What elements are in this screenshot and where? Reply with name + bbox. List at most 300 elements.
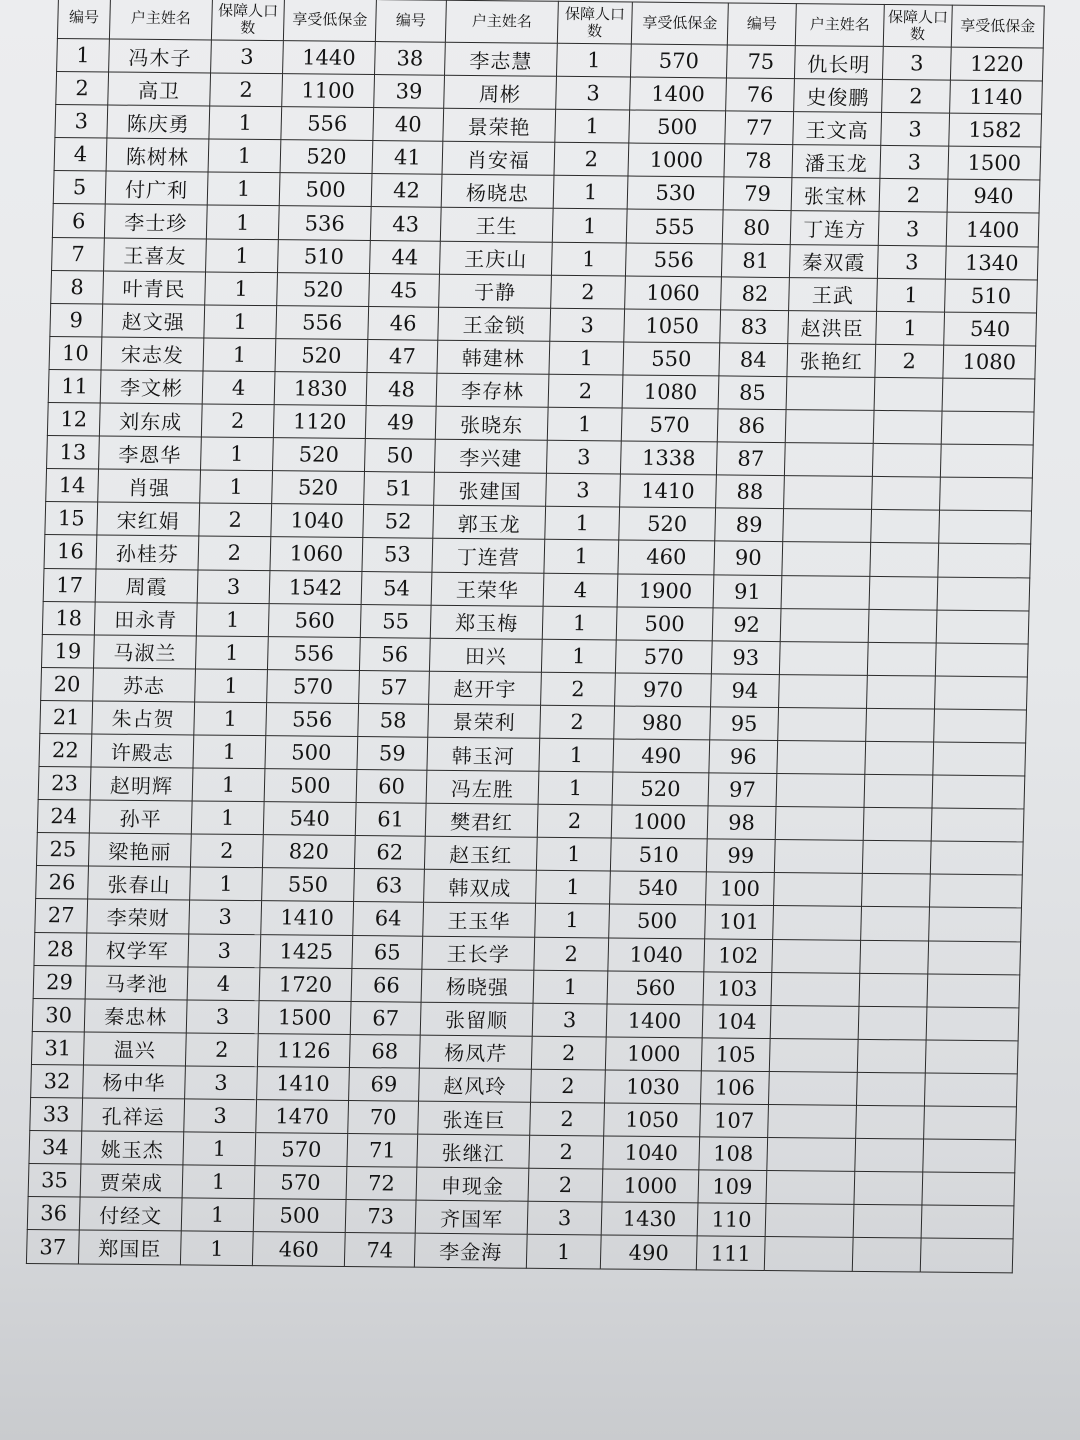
covered-persons-cell: 2 bbox=[201, 404, 274, 438]
covered-persons-cell: 1 bbox=[200, 470, 273, 504]
allowance-amount-cell: 570 bbox=[630, 44, 727, 78]
household-head-name-cell bbox=[774, 873, 863, 907]
allowance-amount-cell: 1900 bbox=[617, 573, 714, 607]
covered-persons-cell: 2 bbox=[185, 1033, 258, 1067]
household-head-name-cell: 陈庆勇 bbox=[107, 105, 210, 139]
serial-number-cell: 64 bbox=[353, 902, 424, 936]
serial-number-cell: 68 bbox=[349, 1034, 420, 1068]
serial-number-cell: 20 bbox=[41, 667, 94, 701]
allowance-amount-cell: 540 bbox=[944, 312, 1037, 346]
allowance-amount-cell: 570 bbox=[254, 1166, 347, 1200]
household-head-name-cell bbox=[784, 443, 873, 477]
allowance-amount-cell: 460 bbox=[252, 1232, 345, 1267]
allowance-amount-cell: 570 bbox=[621, 408, 718, 442]
serial-number-cell: 23 bbox=[38, 767, 91, 801]
allowance-amount-cell: 970 bbox=[615, 673, 712, 707]
header-covered-persons-2: 保障人口数 bbox=[557, 1, 632, 44]
household-head-name-cell: 张宝林 bbox=[791, 178, 880, 212]
header-serial-number-1: 编号 bbox=[57, 0, 110, 39]
covered-persons-cell bbox=[857, 1039, 926, 1073]
household-head-name-cell bbox=[765, 1204, 854, 1238]
allowance-amount-cell bbox=[935, 643, 1028, 677]
allowance-amount-cell: 1000 bbox=[602, 1169, 699, 1203]
serial-number-cell: 105 bbox=[701, 1038, 770, 1072]
serial-number-cell: 13 bbox=[47, 436, 100, 470]
serial-number-cell: 77 bbox=[725, 111, 794, 145]
household-head-name-cell: 郑国臣 bbox=[78, 1230, 181, 1265]
allowance-amount-cell bbox=[932, 775, 1025, 809]
household-head-name-cell: 张建国 bbox=[434, 472, 547, 506]
household-head-name-cell: 丁连方 bbox=[790, 211, 879, 245]
header-covered-persons-1: 保障人口数 bbox=[211, 0, 284, 41]
allowance-amount-cell: 1040 bbox=[271, 504, 364, 538]
allowance-amount-cell: 556 bbox=[266, 703, 359, 737]
covered-persons-cell: 1 bbox=[556, 43, 631, 77]
covered-persons-cell: 2 bbox=[199, 503, 272, 537]
serial-number-cell: 17 bbox=[43, 568, 96, 602]
covered-persons-cell: 3 bbox=[882, 46, 951, 80]
household-head-name-cell: 宋志发 bbox=[101, 337, 204, 371]
allowance-amount-cell: 980 bbox=[614, 706, 711, 740]
household-head-name-cell: 权学军 bbox=[86, 932, 189, 966]
covered-persons-cell bbox=[854, 1172, 923, 1206]
household-head-name-cell bbox=[784, 476, 873, 510]
serial-number-cell: 53 bbox=[362, 538, 433, 572]
covered-persons-cell: 3 bbox=[546, 474, 621, 508]
serial-number-cell: 43 bbox=[370, 207, 441, 241]
allowance-amount-cell bbox=[921, 1205, 1014, 1239]
household-head-name-cell: 郭玉龙 bbox=[433, 506, 546, 540]
household-head-name-cell bbox=[767, 1138, 856, 1172]
covered-persons-cell: 3 bbox=[556, 76, 631, 110]
serial-number-cell: 46 bbox=[368, 306, 439, 340]
serial-number-cell: 106 bbox=[700, 1071, 769, 1105]
covered-persons-cell: 2 bbox=[531, 1069, 606, 1103]
serial-number-cell: 62 bbox=[354, 836, 425, 870]
serial-number-cell: 49 bbox=[365, 406, 436, 440]
serial-number-cell: 58 bbox=[358, 703, 429, 737]
household-head-name-cell: 王喜友 bbox=[104, 238, 207, 272]
allowance-amount-cell: 1080 bbox=[622, 375, 719, 409]
serial-number-cell: 39 bbox=[374, 75, 445, 109]
covered-persons-cell: 2 bbox=[534, 937, 609, 971]
household-head-name-cell bbox=[783, 509, 872, 543]
allowance-amount-cell: 1470 bbox=[256, 1100, 349, 1134]
allowance-amount-cell: 510 bbox=[610, 838, 707, 872]
allowance-amount-cell: 1140 bbox=[950, 80, 1043, 114]
household-head-name-cell: 李士珍 bbox=[104, 204, 207, 238]
household-head-name-cell bbox=[779, 674, 868, 708]
allowance-amount-cell: 550 bbox=[623, 342, 720, 376]
allowance-amount-cell: 556 bbox=[625, 243, 722, 277]
household-head-name-cell: 肖安福 bbox=[442, 142, 555, 176]
allowance-amount-cell: 500 bbox=[629, 110, 726, 144]
household-head-name-cell: 赵风玲 bbox=[419, 1068, 532, 1102]
serial-number-cell: 66 bbox=[351, 968, 422, 1002]
serial-number-cell: 96 bbox=[709, 740, 778, 774]
serial-number-cell: 40 bbox=[373, 108, 444, 142]
header-serial-number-3: 编号 bbox=[727, 3, 796, 46]
household-head-name-cell: 丁连营 bbox=[432, 539, 545, 573]
covered-persons-cell: 1 bbox=[201, 437, 274, 471]
covered-persons-cell: 1 bbox=[192, 768, 265, 802]
allowance-amount-cell: 490 bbox=[600, 1235, 697, 1270]
covered-persons-cell: 2 bbox=[529, 1135, 604, 1169]
serial-number-cell: 69 bbox=[349, 1067, 420, 1101]
header-household-head-name-1: 户主姓名 bbox=[109, 0, 212, 40]
serial-number-cell: 7 bbox=[52, 237, 105, 271]
serial-number-cell: 42 bbox=[371, 174, 442, 208]
household-head-name-cell: 孙平 bbox=[89, 800, 192, 834]
serial-number-cell: 76 bbox=[726, 78, 795, 112]
covered-persons-cell bbox=[865, 741, 934, 775]
covered-persons-cell: 3 bbox=[186, 1000, 259, 1034]
allowance-amount-cell: 570 bbox=[255, 1133, 348, 1167]
household-head-name-cell: 李文彬 bbox=[100, 370, 203, 404]
allowance-amount-cell: 520 bbox=[612, 772, 709, 806]
allowance-amount-cell: 520 bbox=[275, 339, 368, 373]
serial-number-cell: 107 bbox=[700, 1104, 769, 1138]
covered-persons-cell: 4 bbox=[202, 371, 275, 405]
household-head-name-cell bbox=[785, 410, 874, 444]
household-head-name-cell: 贾荣成 bbox=[80, 1164, 183, 1198]
household-head-name-cell: 李恩华 bbox=[99, 436, 202, 470]
allowance-amount-cell: 1425 bbox=[260, 934, 353, 968]
covered-persons-cell: 1 bbox=[549, 341, 624, 375]
serial-number-cell: 14 bbox=[46, 469, 99, 503]
covered-persons-cell bbox=[856, 1072, 925, 1106]
covered-persons-cell: 1 bbox=[193, 735, 266, 769]
allowance-amount-cell: 1040 bbox=[608, 938, 705, 972]
serial-number-cell: 45 bbox=[369, 273, 440, 307]
household-head-name-cell: 齐国军 bbox=[415, 1200, 528, 1234]
covered-persons-cell: 1 bbox=[877, 278, 946, 312]
allowance-amount-cell: 520 bbox=[619, 507, 716, 541]
covered-persons-cell: 1 bbox=[182, 1165, 255, 1199]
household-head-name-cell: 赵玉红 bbox=[424, 836, 537, 870]
covered-persons-cell: 3 bbox=[532, 1003, 607, 1037]
household-head-name-cell: 郑玉梅 bbox=[430, 605, 543, 639]
household-head-name-cell: 于静 bbox=[439, 274, 552, 308]
covered-persons-cell: 2 bbox=[548, 374, 623, 408]
serial-number-cell: 93 bbox=[711, 641, 780, 675]
serial-number-cell: 2 bbox=[56, 72, 109, 106]
serial-number-cell: 73 bbox=[345, 1200, 416, 1234]
serial-number-cell: 89 bbox=[715, 508, 784, 542]
covered-persons-cell: 1 bbox=[205, 272, 278, 306]
household-head-name-cell: 王文高 bbox=[793, 112, 882, 146]
household-head-name-cell: 李兴建 bbox=[434, 439, 547, 473]
covered-persons-cell: 1 bbox=[207, 172, 280, 206]
serial-number-cell: 65 bbox=[352, 935, 423, 969]
low-income-allowance-table bbox=[26, 0, 1045, 1273]
serial-number-cell: 110 bbox=[697, 1203, 766, 1237]
header-allowance-amount-1: 享受低保金 bbox=[283, 0, 376, 42]
serial-number-cell: 15 bbox=[45, 502, 98, 536]
allowance-amount-cell bbox=[931, 808, 1024, 842]
serial-number-cell: 24 bbox=[37, 800, 90, 834]
serial-number-cell: 82 bbox=[721, 277, 790, 311]
covered-persons-cell: 1 bbox=[195, 636, 268, 670]
allowance-amount-cell: 510 bbox=[945, 279, 1038, 313]
household-head-name-cell: 梁艳丽 bbox=[88, 833, 191, 867]
household-head-name-cell: 宋红娟 bbox=[97, 502, 200, 536]
allowance-amount-cell: 1400 bbox=[630, 77, 727, 111]
allowance-amount-cell: 1040 bbox=[603, 1136, 700, 1170]
household-head-name-cell: 史俊鹏 bbox=[794, 79, 883, 113]
household-head-name-cell: 苏志 bbox=[93, 668, 196, 702]
serial-number-cell: 97 bbox=[708, 773, 777, 807]
covered-persons-cell: 2 bbox=[551, 275, 626, 309]
serial-number-cell: 87 bbox=[716, 442, 785, 476]
allowance-amount-cell bbox=[920, 1238, 1013, 1273]
covered-persons-cell bbox=[871, 510, 940, 544]
household-head-name-cell: 周彬 bbox=[444, 75, 557, 109]
covered-persons-cell: 1 bbox=[533, 970, 608, 1004]
covered-persons-cell: 2 bbox=[198, 536, 271, 570]
allowance-amount-cell: 940 bbox=[947, 179, 1040, 213]
allowance-amount-cell: 1126 bbox=[257, 1033, 350, 1067]
covered-persons-cell: 2 bbox=[530, 1102, 605, 1136]
covered-persons-cell: 3 bbox=[527, 1202, 602, 1236]
allowance-amount-cell: 1000 bbox=[605, 1037, 702, 1071]
household-head-name-cell: 王庆山 bbox=[439, 241, 552, 275]
serial-number-cell: 83 bbox=[720, 310, 789, 344]
allowance-amount-cell: 1050 bbox=[604, 1103, 701, 1137]
household-head-name-cell bbox=[764, 1237, 853, 1271]
household-head-name-cell: 杨晓强 bbox=[421, 969, 534, 1003]
household-head-name-cell: 秦双霞 bbox=[789, 244, 878, 278]
household-head-name-cell bbox=[768, 1105, 857, 1139]
household-head-name-cell: 樊君红 bbox=[425, 803, 538, 837]
serial-number-cell: 31 bbox=[31, 1031, 84, 1065]
household-head-name-cell: 肖强 bbox=[98, 469, 201, 503]
household-head-name-cell: 仇长明 bbox=[794, 46, 883, 80]
serial-number-cell: 10 bbox=[49, 336, 102, 370]
allowance-amount-cell: 540 bbox=[263, 802, 356, 836]
covered-persons-cell: 1 bbox=[876, 311, 945, 345]
covered-persons-cell: 3 bbox=[881, 113, 950, 147]
covered-persons-cell: 3 bbox=[197, 569, 270, 603]
household-head-name-cell: 张艳红 bbox=[787, 343, 876, 377]
allowance-amount-cell: 536 bbox=[278, 206, 371, 240]
household-head-name-cell: 张春山 bbox=[88, 866, 191, 900]
covered-persons-cell bbox=[869, 576, 938, 610]
household-head-name-cell: 付广利 bbox=[105, 171, 208, 205]
household-head-name-cell bbox=[768, 1071, 857, 1105]
covered-persons-cell: 2 bbox=[541, 672, 616, 706]
allowance-amount-cell bbox=[936, 610, 1029, 644]
allowance-amount-cell: 1720 bbox=[259, 967, 352, 1001]
allowance-amount-cell: 1410 bbox=[620, 474, 717, 508]
covered-persons-cell: 1 bbox=[181, 1198, 254, 1232]
household-head-name-cell bbox=[776, 774, 865, 808]
household-head-name-cell bbox=[771, 972, 860, 1006]
household-head-name-cell bbox=[781, 575, 870, 609]
allowance-amount-cell bbox=[925, 1040, 1018, 1074]
serial-number-cell: 91 bbox=[713, 574, 782, 608]
household-head-name-cell: 李存林 bbox=[436, 373, 549, 407]
covered-persons-cell: 1 bbox=[206, 239, 279, 273]
serial-number-cell: 84 bbox=[719, 343, 788, 377]
allowance-amount-cell: 1400 bbox=[946, 213, 1039, 247]
allowance-amount-cell: 540 bbox=[610, 871, 707, 905]
serial-number-cell: 41 bbox=[372, 141, 443, 175]
household-head-name-cell: 潘玉龙 bbox=[792, 145, 881, 179]
household-head-name-cell: 杨凤芹 bbox=[419, 1035, 532, 1069]
household-head-name-cell: 叶青民 bbox=[103, 271, 206, 305]
serial-number-cell: 81 bbox=[721, 243, 790, 277]
covered-persons-cell: 2 bbox=[540, 705, 615, 739]
serial-number-cell: 27 bbox=[35, 899, 88, 933]
household-head-name-cell bbox=[782, 542, 871, 576]
household-head-name-cell: 韩建林 bbox=[437, 340, 550, 374]
covered-persons-cell: 4 bbox=[187, 967, 260, 1001]
covered-persons-cell: 1 bbox=[180, 1231, 253, 1265]
household-head-name-cell: 田兴 bbox=[429, 638, 542, 672]
allowance-amount-cell: 570 bbox=[267, 669, 360, 703]
household-head-name-cell: 李志慧 bbox=[445, 42, 558, 76]
header-allowance-amount-2: 享受低保金 bbox=[631, 2, 728, 45]
allowance-amount-cell bbox=[928, 941, 1021, 975]
covered-persons-cell: 1 bbox=[552, 209, 627, 243]
serial-number-cell: 101 bbox=[705, 905, 774, 939]
covered-persons-cell bbox=[855, 1138, 924, 1172]
covered-persons-cell: 2 bbox=[875, 344, 944, 378]
serial-number-cell: 1 bbox=[57, 39, 110, 73]
allowance-amount-cell: 556 bbox=[267, 636, 360, 670]
covered-persons-cell: 1 bbox=[183, 1132, 256, 1166]
covered-persons-cell: 2 bbox=[537, 804, 612, 838]
covered-persons-cell: 2 bbox=[879, 179, 948, 213]
covered-persons-cell bbox=[859, 973, 928, 1007]
household-head-name-cell bbox=[766, 1171, 855, 1205]
covered-persons-cell: 2 bbox=[554, 143, 629, 177]
covered-persons-cell: 1 bbox=[544, 540, 619, 574]
household-head-name-cell: 韩双成 bbox=[424, 870, 537, 904]
serial-number-cell: 34 bbox=[29, 1131, 82, 1165]
serial-number-cell: 29 bbox=[33, 965, 86, 999]
household-head-name-cell bbox=[769, 1038, 858, 1072]
allowance-amount-cell: 520 bbox=[277, 272, 370, 306]
covered-persons-cell bbox=[853, 1205, 922, 1239]
covered-persons-cell bbox=[868, 609, 937, 643]
serial-number-cell: 51 bbox=[364, 472, 435, 506]
serial-number-cell: 32 bbox=[31, 1064, 84, 1098]
serial-number-cell: 85 bbox=[718, 376, 787, 410]
covered-persons-cell: 2 bbox=[528, 1168, 603, 1202]
allowance-amount-cell: 1500 bbox=[258, 1000, 351, 1034]
allowance-amount-cell bbox=[940, 444, 1033, 478]
covered-persons-cell: 1 bbox=[536, 871, 611, 905]
allowance-amount-cell bbox=[923, 1139, 1016, 1173]
header-serial-number-2: 编号 bbox=[375, 0, 446, 42]
household-head-name-cell: 王生 bbox=[440, 208, 553, 242]
allowance-amount-cell: 500 bbox=[279, 173, 372, 207]
covered-persons-cell: 1 bbox=[553, 176, 628, 210]
serial-number-cell: 26 bbox=[36, 866, 89, 900]
allowance-amount-cell: 1060 bbox=[270, 537, 363, 571]
serial-number-cell: 86 bbox=[717, 409, 786, 443]
covered-persons-cell bbox=[863, 808, 932, 842]
allowance-amount-cell: 500 bbox=[616, 607, 713, 641]
household-head-name-cell: 朱占贺 bbox=[92, 701, 195, 735]
household-head-name-cell bbox=[777, 741, 866, 775]
allowance-amount-cell: 520 bbox=[272, 471, 365, 505]
serial-number-cell: 47 bbox=[367, 339, 438, 373]
covered-persons-cell: 3 bbox=[550, 308, 625, 342]
covered-persons-cell: 1 bbox=[190, 867, 263, 901]
serial-number-cell: 59 bbox=[357, 736, 428, 770]
covered-persons-cell bbox=[862, 841, 931, 875]
serial-number-cell: 108 bbox=[699, 1137, 768, 1171]
household-head-name-cell bbox=[778, 707, 867, 741]
allowance-amount-cell: 1100 bbox=[282, 74, 375, 108]
household-head-name-cell bbox=[780, 608, 869, 642]
household-head-name-cell: 李金海 bbox=[414, 1234, 527, 1269]
allowance-amount-cell bbox=[929, 907, 1022, 941]
serial-number-cell: 55 bbox=[360, 604, 431, 638]
covered-persons-cell: 1 bbox=[195, 669, 268, 703]
allowance-amount-cell: 556 bbox=[281, 107, 374, 141]
serial-number-cell: 78 bbox=[724, 144, 793, 178]
household-head-name-cell bbox=[786, 377, 875, 411]
serial-number-cell: 50 bbox=[364, 439, 435, 473]
serial-number-cell: 30 bbox=[32, 998, 85, 1032]
allowance-amount-cell: 556 bbox=[276, 305, 369, 339]
allowance-amount-cell: 500 bbox=[265, 736, 358, 770]
household-head-name-cell: 李荣财 bbox=[87, 899, 190, 933]
allowance-amount-cell: 490 bbox=[613, 739, 710, 773]
covered-persons-cell bbox=[874, 377, 943, 411]
serial-number-cell: 99 bbox=[706, 839, 775, 873]
household-head-name-cell: 冯左胜 bbox=[426, 770, 539, 804]
allowance-amount-cell bbox=[934, 676, 1027, 710]
serial-number-cell: 80 bbox=[722, 210, 791, 244]
covered-persons-cell: 1 bbox=[208, 139, 281, 173]
serial-number-cell: 56 bbox=[359, 637, 430, 671]
household-head-name-cell: 高卫 bbox=[108, 72, 211, 106]
allowance-amount-cell bbox=[922, 1172, 1015, 1206]
covered-persons-cell bbox=[867, 675, 936, 709]
serial-number-cell: 54 bbox=[361, 571, 432, 605]
serial-number-cell: 21 bbox=[40, 700, 93, 734]
allowance-amount-cell bbox=[933, 742, 1026, 776]
covered-persons-cell: 1 bbox=[539, 738, 614, 772]
household-head-name-cell: 王金锁 bbox=[438, 307, 551, 341]
covered-persons-cell: 3 bbox=[877, 245, 946, 279]
household-head-name-cell: 付经文 bbox=[79, 1197, 182, 1231]
allowance-amount-cell bbox=[924, 1073, 1017, 1107]
allowance-amount-cell bbox=[934, 709, 1027, 743]
covered-persons-cell: 2 bbox=[882, 80, 951, 114]
allowance-amount-cell bbox=[930, 841, 1023, 875]
allowance-amount-cell: 500 bbox=[609, 904, 706, 938]
covered-persons-cell: 3 bbox=[185, 1066, 258, 1100]
serial-number-cell: 4 bbox=[54, 138, 107, 172]
table-body bbox=[26, 39, 1043, 1273]
allowance-amount-cell: 1430 bbox=[601, 1202, 698, 1236]
covered-persons-cell: 1 bbox=[541, 639, 616, 673]
serial-number-cell: 5 bbox=[53, 171, 106, 205]
allowance-amount-cell: 1030 bbox=[605, 1070, 702, 1104]
allowance-amount-cell: 1340 bbox=[945, 246, 1038, 280]
covered-persons-cell: 1 bbox=[209, 106, 282, 140]
serial-number-cell: 79 bbox=[723, 177, 792, 211]
covered-persons-cell bbox=[856, 1105, 925, 1139]
covered-persons-cell bbox=[858, 1006, 927, 1040]
covered-persons-cell: 3 bbox=[546, 440, 621, 474]
